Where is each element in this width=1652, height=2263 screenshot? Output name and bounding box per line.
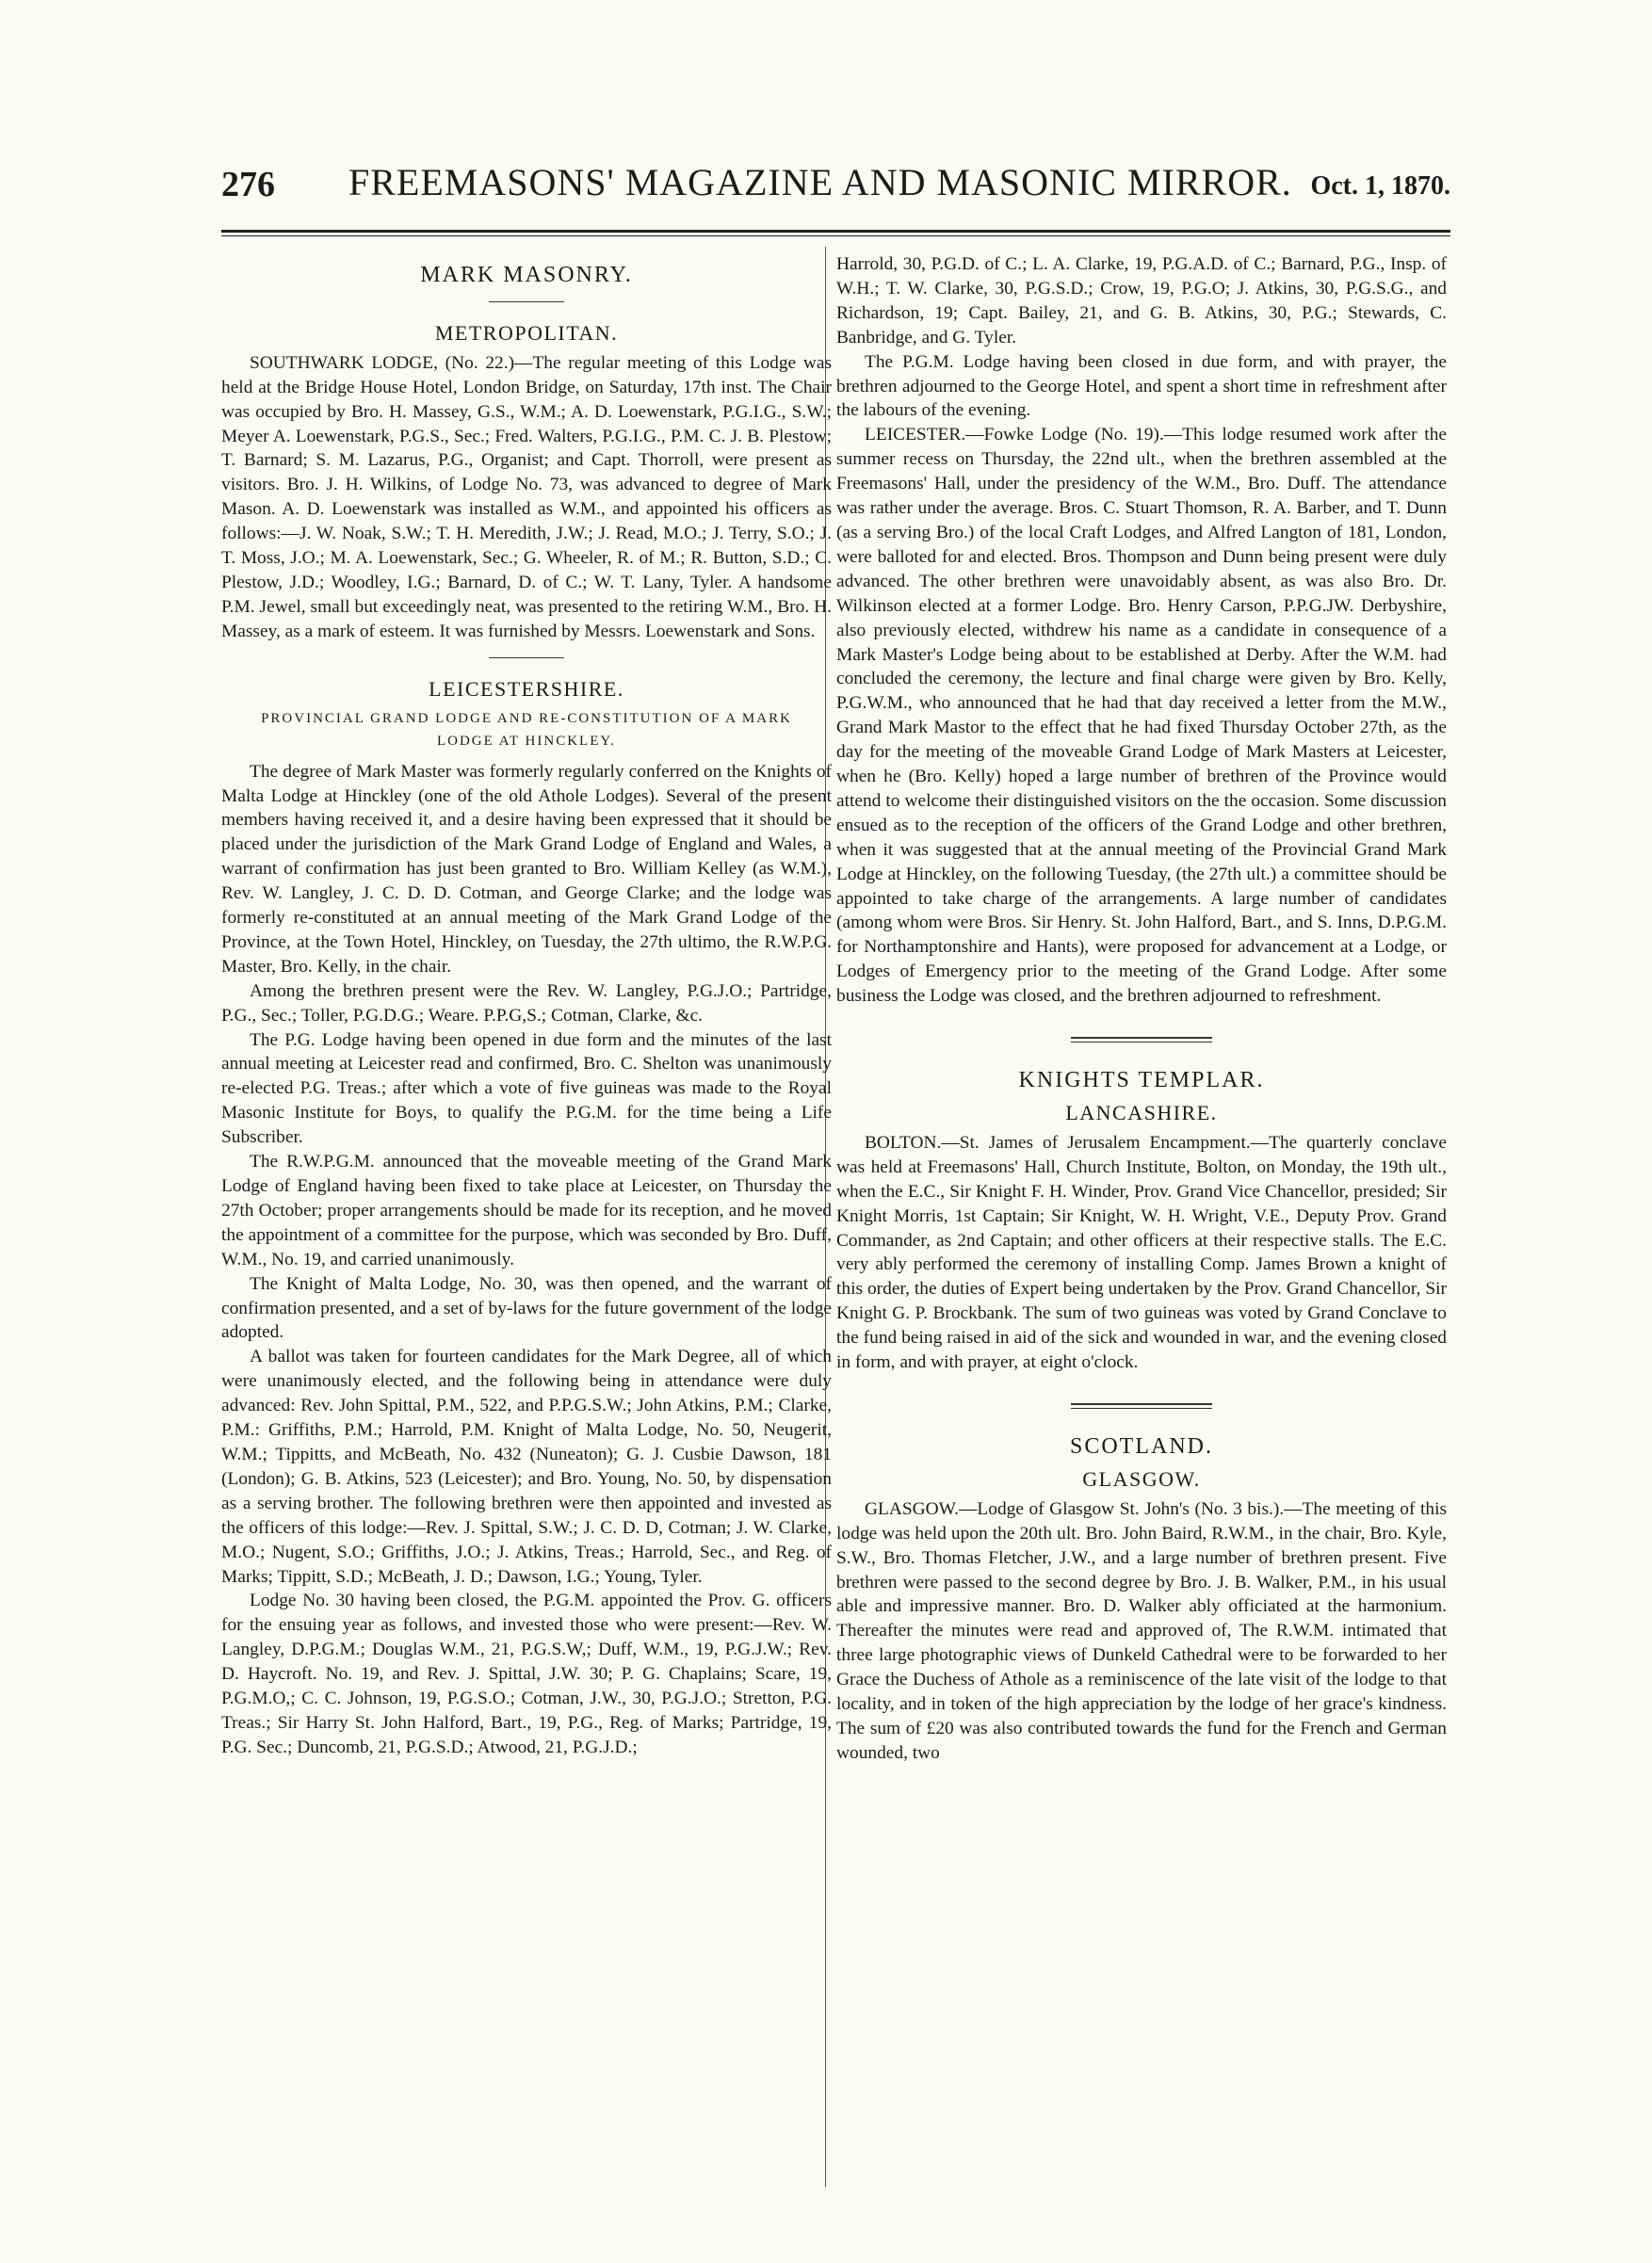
section-title-knights-templar: KNIGHTS TEMPLAR. (1018, 1068, 1265, 1093)
article-leicester-fowke-lodge: LEICESTER.—Fowke Lodge (No. 19).—This lodge resumed work after the summer recess on Thursday, the 22nd ult., when the brethren assembled at the Freemasons' Hall, under the presidency of the W.M., Bro. Duff. The attendance was rather under the average. Bros. C. Stuart Thomson, R. A. Barber, and T. Dunn (as a serving Bro.) of the local Craft Lodges, and Alfred Langton of 181, London, were balloted for and elected. Bros. Thompson and Dunn being present were duly advanced. The other brethren were unavoidably absent, as was also Bro. Dr. Wilkinson elected at a former Lodge. Bro. Henry Carson, P.P.G.JW. Derbyshire, also previously elected, withdrew his name as a candidate in consequence of a Mark Master's Lodge being about to be established at Derby. After the W.M. had concluded the ceremony, the lecture and final charge were given by Bro. Kelly, P.G.W.M., who announced that he had that day received a letter from the M.W., Grand Mark Mastor to the effect that he had fixed Thursday October 27th, as the day for the meeting of the moveable Grand Lodge of Mark Masters at Leicester, when he (Bro. Kelly) hoped a large number of brethren of the Province would attend to welcome their distinguished visitors on the the occasion. Some discussion ensued as to the reception of the officers of the Grand Lodge and other brethren, when it was suggested that at the annual meeting of the Provincial Grand Mark Lodge at Hinckley, on the following Tuesday, (the 27th ult.) a committee should be appointed to take charge of the arrangements. A large number of candidates (among whom were Bros. Sir Henry. St. John Halford, Bart., and S. Inns, D.P.G.M. for Northamptonshire and Hants), were proposed for advancement at a Lodge, or Lodges of Emergency prior to the meeting of the Grand Lodge. After some business the Lodge was closed, and the brethren adjourned to refreshment. (836, 425, 1447, 1007)
article-paragraph: The R.W.P.G.M. announced that the moveable meeting of the Grand Mark Lodge of England having been fixed to take place at Leicester, on Thursday the 27th October; proper arrangements should be made for its reception, and he moved the appointment of a committee for the purpose, which was seconded by Bro. Duff, W.M., No. 19, and carried unanimously. (221, 1152, 832, 1269)
subsection-title-lancashire: LANCASHIRE. (1065, 1101, 1218, 1124)
section-divider (1071, 1403, 1212, 1409)
magazine-title: FREEMASONS' MAGAZINE AND MASONIC MIRROR. (348, 161, 1292, 203)
right-column (836, 252, 1447, 1766)
article-paragraph-continued: Harrold, 30, P.G.D. of C.; L. A. Clarke, 19, P.G.A.D. of C.; Barnard, P.G., Insp. of W.H.; T. W. Clarke, 30, P.G.S.D.; Crow, 19, P.G.O; J. Atkins, 30, P.G.S.G., and Richardson, 19; Capt. Bailey, 21, and G. B. Atkins, 30, P.G.; Stewards, C. Banbridge, and G. Tyler. (836, 254, 1447, 348)
section-divider (1071, 1037, 1212, 1043)
article-paragraph: A ballot was taken for fourteen candidates for the Mark Degree, all of which were unanimously elected, and the following being in attendance were duly advanced: Rev. John Spittal, P.M., 522, and P.P.G.S.W.; John Atkins, P.M.; Clarke, P.M.: Griffiths, P.M.; Harrold, P.M. Knight of Malta Lodge, No. 50, Neugerit, W.M.; Tippitts, and McBeath, No. 432 (Nuneaton); G. J. Cusbie Dawson, 181 (London); G. B. Atkins, 523 (Leicester); and Bro. Young, No. 50, by dispensation as a serving brother. The following brethren were then appointed and invested as the officers of this lodge:—Rev. J. Spittal, S.W.; J. C. D. D, Cotman; J. W. Clarke, M.O.; Nugent, S.O.; Griffiths, J.O.; J. Atkins, Treas.; Harrold, Sec., and Reg. of Marks; Tippitt, S.D.; McBeath, J. D.; Dawson, I.G.; Young, Tyler. (221, 1347, 832, 1587)
left-column (221, 252, 832, 1760)
subsection-title-glasgow: GLASGOW. (1082, 1466, 1201, 1491)
header-rule (221, 230, 1450, 233)
issue-date: Oct. 1, 1870. (1310, 171, 1450, 201)
short-divider (489, 657, 564, 658)
subsection-title-metropolitan: METROPOLITAN. (434, 320, 619, 345)
article-paragraph: The P.G.M. Lodge having been closed in due form, and with prayer, the brethren adjourned to the George Hotel, and spent a short time in refreshment after the labours of the evening. (836, 351, 1447, 421)
article-paragraph: Among the brethren present were the Rev. W. Langley, P.G.J.O.; Partridge, P.G., Sec.; Toller, P.G.D.G.; Weare. P.P.G,S.; Cotman, Clarke, &c. (221, 980, 832, 1026)
subsection-title-leicestershire: LEICESTERSHIRE. (429, 676, 624, 701)
masthead (221, 160, 1450, 217)
article-heading-provincial: PROVINCIAL GRAND LODGE AND RE-CONSTITUTION OF A MARK LODGE AT HINCKLEY. (261, 710, 792, 749)
page-number: 276 (221, 165, 275, 204)
article-paragraph: The Knight of Malta Lodge, No. 30, was then opened, and the warrant of confirmation presented, and a set of by-laws for the future government of the lodge adopted. (221, 1273, 832, 1343)
article-bolton-encampment: BOLTON.—St. James of Jerusalem Encampment.—The quarterly conclave was held at Freemasons' Hall, Church Institute, Bolton, on Monday, the 19th ult., when the E.C., Sir Knight F. H. Winder, Prov. Grand Vice Chancellor, presided; Sir Knight Morris, 1st Captain; Sir Knight, W. H. Wright, V.E., Deputy Prov. Grand Commander, as 2nd Captain; and other officers at their respective stalls. The E.C. very ably performed the ceremony of installing Comp. James Brown a knight of this order, the duties of Expert being undertaken by the Prov. Grand Chancellor, Sir Knight G. P. Brockbank. The sum of two guineas was voted by Grand Conclave to the fund being raised in aid of the sick and wounded in war, and the evening closed in form, and with prayer, at eight o'clock. (836, 1132, 1447, 1373)
header-rule-thin (221, 235, 1450, 236)
section-title-scotland: SCOTLAND. (1069, 1433, 1213, 1459)
article-southwark-lodge: SOUTHWARK LODGE, (No. 22.)—The regular meeting of this Lodge was held at the Bridge House Hotel, London Bridge, on Saturday, 17th inst. The Chair was occupied by Bro. H. Massey, G.S., W.M.; A. D. Loewenstark, P.G.I.G., S.W.; Meyer A. Loewenstark, P.G.S., Sec.; Fred. Walters, P.G.I.G., P.M. C. J. B. Plestow; T. Barnard; S. M. Lazarus, P.G., Organist; and Capt. Thorroll, were present as visitors. Bro. J. H. Wilkins, of Lodge No. 73, was advanced to degree of Mark Mason. A. D. Loewenstark was installed as W.M., and appointed his officers as follows:—J. W. Noak, S.W.; T. H. Meredith, J.W.; J. Read, M.O.; J. Terry, S.O.; J. T. Moss, J.O.; M. A. Loewenstark, Sec.; G. Wheeler, R. of M.; R. Button, S.D.; C. Plestow, J.D.; Woodley, I.G.; Barnard, D. of C.; W. T. Lany, Tyler. A handsome P.M. Jewel, small but exceedingly neat, was presented to the retiring W.M., Bro. H. Massey, as a mark of esteem. It was furnished by Messrs. Loewenstark and Sons. (221, 352, 832, 641)
short-divider (489, 301, 564, 302)
article-paragraph: The P.G. Lodge having been opened in due form and the minutes of the last annual meeting at Leicester read and confirmed, Bro. C. Shelton was unanimously re-elected P.G. Treas.; after which a vote of five guineas was made to the Royal Masonic Institute for Boys, to qualify the P.G.M. for the time being a Life Subscriber. (221, 1029, 832, 1148)
section-title-mark-masonry: MARK MASONRY. (420, 263, 633, 287)
article-paragraph: The degree of Mark Master was formerly regularly conferred on the Knights of Malta Lodge at Hinckley (one of the old Athole Lodges). Several of the present members having received it, and a desire having been expressed that it should be placed under the jurisdiction of the Mark Grand Lodge of England and Wales, a warrant of confirmation has just been granted to Bro. William Kelley (as W.M.), Rev. W. Langley, J. C. D. D. Cotman, and George Clarke; and the lodge was formerly re-constituted at an annual meeting of the Mark Grand Lodge of the Province, at the Town Hotel, Hinckley, on Tuesday, the 27th ultimo, the R.W.P.G. Master, Bro. Kelly, in the chair. (221, 761, 832, 977)
article-paragraph: Lodge No. 30 having been closed, the P.G.M. appointed the Prov. G. officers for the ensuing year as follows, and invested those who were present:—Rev. W. Langley, D.P.G.M.; Douglas W.M., 21, P.G.S.W,; Duff, W.M., 19, P.G.J.W.; Rev. D. Haycroft. No. 19, and Rev. J. Spittal, J.W. 30; P. G. Chaplains; Scare, 19, P.G.M.O,; C. C. Johnson, 19, P.G.S.O.; Cotman, J.W., 30, P.G.J.O.; Stretton, P.G. Treas.; Sir Harry St. John Halford, Bart., 19, P.G., Reg. of Marks; Partridge, 19, P.G. Sec.; Duncomb, 21, P.G.S.D.; Atwood, 21, P.G.J.D.; (221, 1591, 832, 1757)
article-glasgow-st-johns: GLASGOW.—Lodge of Glasgow St. John's (No. 3 bis.).—The meeting of this lodge was held upon the 20th ult. Bro. John Baird, R.W.M., in the chair, Bro. Kyle, S.W., Bro. Thomas Fletcher, J.W., and a large number of brethren present. Five brethren were passed to the second degree by Bro. J. B. Walker, P.M., in his usual able and impressive manner. Bro. D. Walker ably officiated at the harmonium. Thereafter the minutes were read and approved of, The R.W.M. intimated that three large photographic views of Dunkeld Cathedral were to be forwarded to her Grace the Duchess of Athole as a reminiscence of the late visit of the lodge to that locality, and in token of the high appreciation by the lodge of her grace's kindness. The sum of £20 was also contributed towards the fund for the French and German wounded, two (836, 1498, 1447, 1763)
